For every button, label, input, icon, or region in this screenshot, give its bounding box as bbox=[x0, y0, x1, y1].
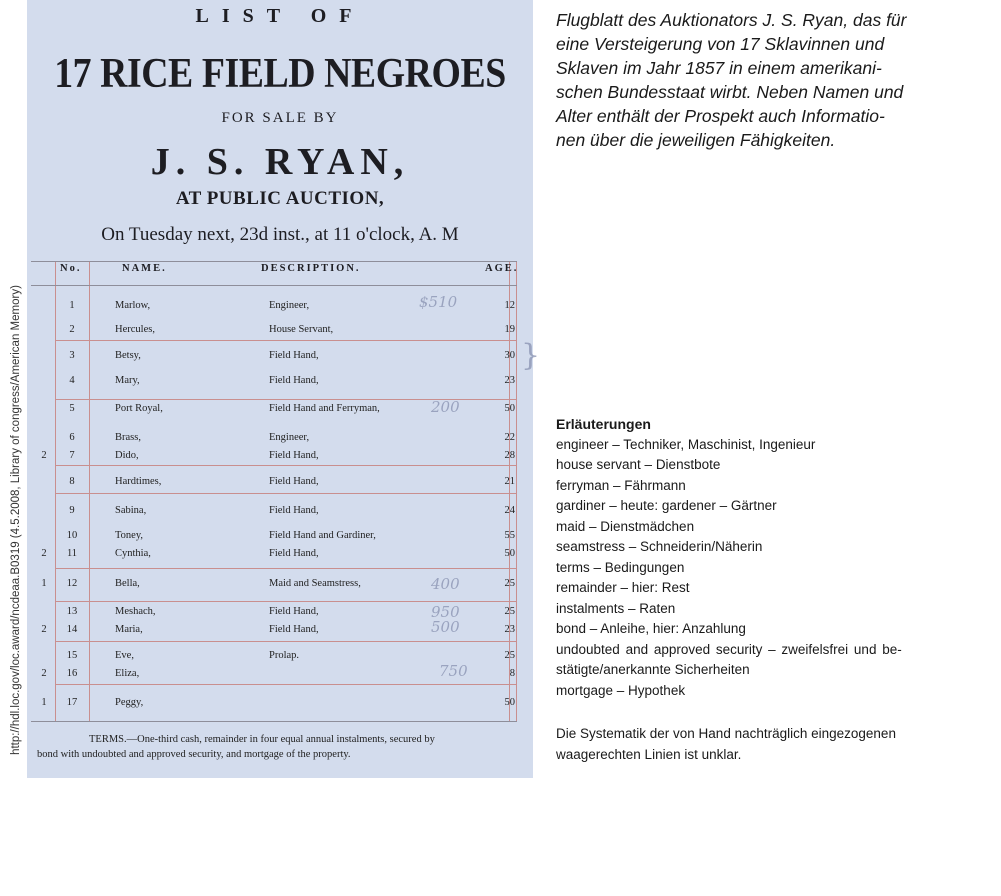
pencil-note: 750 bbox=[439, 662, 468, 680]
row-description: Field Hand, bbox=[269, 606, 319, 617]
caption-line: Flugblatt des Auktionators J. S. Ryan, das für bbox=[556, 10, 907, 30]
row-description: Engineer, bbox=[269, 300, 310, 311]
poster-main-title: 17 RICE FIELD NEGROES bbox=[54, 51, 506, 97]
note-line: Die Systematik der von Hand nachträglich eingezogenen bbox=[556, 726, 896, 741]
row-age: 50 bbox=[504, 548, 515, 559]
row-name: Dido, bbox=[115, 450, 139, 461]
row-age: 55 bbox=[504, 530, 515, 541]
auction-poster bbox=[27, 0, 541, 778]
glossary-item: instalments – Raten bbox=[556, 600, 676, 616]
col-header-no: No. bbox=[60, 263, 82, 274]
glossary-item: mortgage – Hypothek bbox=[556, 682, 686, 698]
row-name: Betsy, bbox=[115, 350, 141, 361]
pencil-note: 950 bbox=[431, 603, 460, 621]
row-number: 12 bbox=[66, 578, 78, 589]
row-age: 28 bbox=[504, 450, 515, 461]
row-mark: 2 bbox=[41, 624, 47, 635]
row-description: Field Hand, bbox=[269, 505, 319, 516]
caption-line: schen Bundesstaat wirbt. Neben Namen und bbox=[556, 82, 904, 102]
terms-line-1: TERMS.—One-third cash, remainder in four equal annual instalments, secured by bbox=[89, 734, 435, 745]
row-name: Peggy, bbox=[115, 697, 144, 708]
terms-line-2: bond with undoubted and approved security, and mortgage of the property. bbox=[37, 749, 351, 760]
caption-line: Sklaven im Jahr 1857 in einem amerikani- bbox=[556, 58, 882, 78]
glossary-item: house servant – Dienstbote bbox=[556, 457, 721, 472]
row-number: 7 bbox=[69, 450, 75, 461]
glossary bbox=[556, 414, 988, 701]
row-number: 8 bbox=[69, 476, 75, 487]
table-row bbox=[27, 476, 533, 494]
glossary-item: stätigte/anerkannte Sicherheiten bbox=[556, 662, 750, 677]
caption-line: eine Versteigerung von 17 Sklavinnen und bbox=[556, 34, 885, 54]
row-name: Mary, bbox=[115, 375, 140, 386]
poster-list-of: LIST OF bbox=[195, 5, 365, 27]
row-name: Port Royal, bbox=[115, 403, 163, 414]
row-name: Hardtimes, bbox=[115, 476, 162, 487]
row-description: Maid and Seamstress, bbox=[269, 578, 361, 589]
row-name: Cynthia, bbox=[115, 548, 151, 559]
row-number: 16 bbox=[66, 668, 78, 679]
row-name: Hercules, bbox=[115, 324, 155, 335]
glossary-item: gardiner – heute: gardener – Gärtner bbox=[556, 498, 777, 513]
row-name: Meshach, bbox=[115, 606, 156, 617]
caption bbox=[556, 8, 988, 152]
caption-line: nen über die jeweiligen Fähigkeiten. bbox=[556, 130, 836, 150]
glossary-item: seamstress – Schneiderin/Näherin bbox=[556, 539, 763, 554]
row-age: 50 bbox=[504, 403, 515, 414]
pencil-note: 400 bbox=[431, 575, 460, 593]
pencil-note: $510 bbox=[419, 293, 458, 311]
row-number: 15 bbox=[66, 650, 78, 661]
row-number: 5 bbox=[69, 403, 75, 414]
rule-top bbox=[31, 261, 517, 262]
row-number: 11 bbox=[66, 548, 78, 559]
row-description: Field Hand, bbox=[269, 350, 319, 361]
col-header-name: NAME. bbox=[122, 263, 167, 274]
table-row bbox=[27, 530, 533, 548]
row-name: Maria, bbox=[115, 624, 143, 635]
table-row bbox=[27, 548, 533, 566]
caption-line: Alter enthält der Prospekt auch Informatio- bbox=[556, 106, 885, 126]
row-description: House Servant, bbox=[269, 324, 334, 335]
row-name: Brass, bbox=[115, 432, 141, 443]
col-header-age: AGE. bbox=[485, 263, 519, 274]
row-age: 50 bbox=[504, 697, 515, 708]
col-header-description: DESCRIPTION. bbox=[261, 263, 361, 274]
hand-line bbox=[55, 601, 517, 602]
row-mark: 1 bbox=[41, 578, 47, 589]
row-age: 12 bbox=[504, 300, 515, 311]
row-age: 25 bbox=[504, 606, 515, 617]
row-description: Field Hand, bbox=[269, 476, 319, 487]
row-age: 25 bbox=[504, 578, 515, 589]
row-age: 25 bbox=[504, 650, 515, 661]
glossary-item: ferryman – Fährmann bbox=[556, 477, 686, 493]
terms-text bbox=[37, 732, 525, 762]
poster-for-sale-by: FOR SALE BY bbox=[221, 110, 339, 126]
glossary-item: terms – Bedingungen bbox=[556, 559, 685, 575]
row-age: 8 bbox=[509, 668, 515, 679]
row-number: 4 bbox=[69, 375, 75, 386]
poster-date-line: On Tuesday next, 23d inst., at 11 o'clock, A. M bbox=[101, 224, 459, 245]
row-mark: 2 bbox=[41, 548, 47, 559]
rule-bottom bbox=[31, 721, 517, 722]
row-number: 10 bbox=[66, 530, 78, 541]
row-number: 14 bbox=[66, 624, 78, 635]
poster-auction: AT PUBLIC AUCTION, bbox=[175, 188, 385, 209]
row-name: Eliza, bbox=[115, 668, 140, 679]
row-name: Eve, bbox=[115, 650, 134, 661]
row-age: 22 bbox=[504, 432, 515, 443]
image-credit: http://hdl.loc.gov/loc.award/ncdeaa.B0319 (4.5.2008, Library of congress/American Memory) bbox=[10, 285, 22, 755]
table-row bbox=[27, 324, 533, 342]
row-number: 2 bbox=[69, 324, 75, 335]
row-description: Field Hand, bbox=[269, 375, 319, 386]
table-row bbox=[27, 450, 533, 468]
table-row bbox=[27, 375, 533, 393]
row-name: Toney, bbox=[115, 530, 144, 541]
glossary-item: engineer – Techniker, Maschinist, Ingenieur bbox=[556, 436, 816, 452]
row-description: Engineer, bbox=[269, 432, 310, 443]
row-age: 21 bbox=[504, 476, 515, 487]
rule-header-bottom bbox=[31, 285, 517, 286]
row-age: 24 bbox=[504, 505, 515, 516]
row-mark: 1 bbox=[41, 697, 47, 708]
row-age: 30 bbox=[504, 350, 515, 361]
row-number: 9 bbox=[69, 505, 75, 516]
glossary-item: undoubted and approved security – zweifelsfrei und be- bbox=[556, 641, 902, 657]
glossary-item: bond – Anleihe, hier: Anzahlung bbox=[556, 621, 746, 636]
note-line: waagerechten Linien ist unklar. bbox=[556, 746, 742, 762]
row-name: Marlow, bbox=[115, 300, 151, 311]
row-number: 1 bbox=[69, 300, 75, 311]
glossary-item: remainder – hier: Rest bbox=[556, 580, 690, 595]
row-name: Sabina, bbox=[115, 505, 147, 516]
row-mark: 2 bbox=[41, 668, 47, 679]
hand-line bbox=[55, 568, 517, 569]
glossary-title: Erläuterungen bbox=[556, 416, 651, 432]
table-row bbox=[27, 432, 533, 450]
row-age: 23 bbox=[504, 624, 515, 635]
row-number: 13 bbox=[66, 606, 78, 617]
row-description: Field Hand, bbox=[269, 548, 319, 559]
row-age: 23 bbox=[504, 375, 515, 386]
poster-seller: J. S. RYAN, bbox=[150, 141, 410, 183]
pencil-note: 200 bbox=[431, 398, 460, 416]
table-row bbox=[27, 505, 533, 523]
row-age: 19 bbox=[504, 324, 515, 335]
row-description: Field Hand, bbox=[269, 624, 319, 635]
pencil-note: 500 bbox=[431, 618, 460, 636]
pencil-brace: } bbox=[521, 338, 541, 373]
glossary-item: maid – Dienstmädchen bbox=[556, 518, 695, 534]
row-number: 3 bbox=[69, 350, 75, 361]
row-description: Field Hand and Ferryman, bbox=[269, 403, 380, 414]
table-row bbox=[27, 697, 533, 715]
row-number: 6 bbox=[69, 432, 75, 443]
row-number: 17 bbox=[66, 697, 78, 708]
row-description: Prolap. bbox=[269, 650, 300, 661]
row-mark: 2 bbox=[41, 450, 47, 461]
note bbox=[556, 724, 988, 765]
row-description: Field Hand, bbox=[269, 450, 319, 461]
row-description: Field Hand and Gardiner, bbox=[269, 530, 376, 541]
table-row bbox=[27, 350, 533, 368]
row-name: Bella, bbox=[115, 578, 140, 589]
